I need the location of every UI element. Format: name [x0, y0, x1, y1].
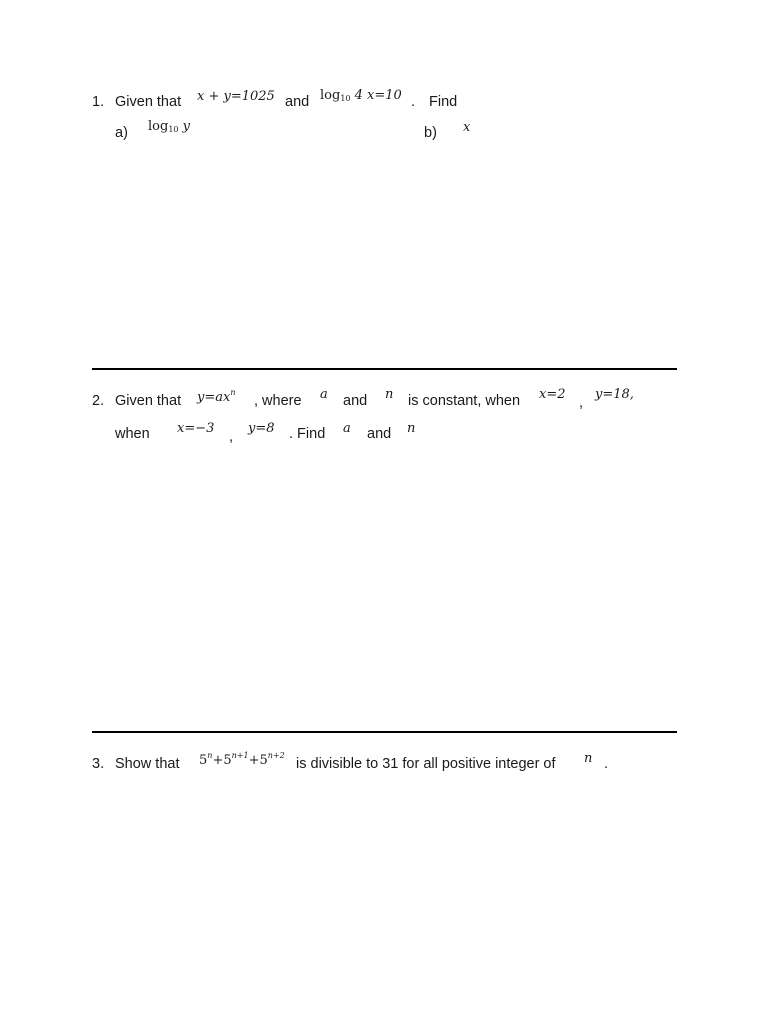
divider-2: [92, 731, 677, 733]
question-2-number: 2.: [92, 393, 105, 409]
question-1-equation-1: x + y=1025: [197, 89, 275, 104]
equation-exponent: n: [230, 388, 236, 397]
question-2-var-n: n: [385, 387, 394, 402]
question-2-y-value-2: y=8: [248, 421, 275, 436]
log-base: 10: [340, 94, 351, 103]
question-2-equation: [197, 389, 235, 404]
question-2-find: . Find: [289, 426, 326, 442]
question-3-period: .: [604, 756, 609, 772]
question-3-var-n: n: [584, 751, 593, 766]
plus-1: +: [212, 753, 224, 768]
log-label: log: [320, 88, 341, 103]
term-1-exponent: n: [207, 751, 213, 760]
question-2-var-a-2: a: [343, 421, 351, 436]
log-argument: y: [182, 119, 190, 134]
question-2-comma-2: ,: [229, 429, 234, 445]
log-argument: 4 x=10: [354, 88, 402, 103]
question-1-part-b-expression: x: [463, 120, 471, 135]
question-2-lead: Given that: [115, 393, 182, 409]
question-2-when: when: [115, 426, 150, 442]
term-3-exponent: n+2: [267, 751, 285, 760]
question-2-var-a: a: [320, 387, 328, 402]
log-base: 10: [168, 125, 179, 134]
equation-base: y=ax: [197, 390, 231, 405]
question-2-x-value-2: x=−3: [177, 421, 215, 436]
question-1-and: and: [285, 94, 310, 110]
divider-1: [92, 368, 677, 370]
question-3-statement: is divisible to 31 for all positive integer of: [296, 756, 556, 772]
question-1-equation-2: [320, 89, 402, 103]
question-3-expression: [199, 752, 285, 767]
question-1-find: Find: [429, 94, 458, 110]
question-1-part-a-label: a): [115, 125, 128, 141]
term-2-exponent: n+1: [231, 751, 249, 760]
question-2-var-n-2: n: [407, 421, 416, 436]
question-1-lead: Given that: [115, 94, 182, 110]
question-1-part-a-expression: [148, 120, 190, 134]
term-1-base: 5: [199, 753, 208, 768]
question-2-and-2: and: [367, 426, 392, 442]
term-3-base: 5: [259, 753, 268, 768]
question-2-y-value: y=18,: [595, 387, 634, 402]
question-1-part-b-label: b): [424, 125, 437, 141]
question-2-and: and: [343, 393, 368, 409]
question-2-constant-when: is constant, when: [408, 393, 521, 409]
question-2-where: , where: [254, 393, 302, 409]
term-2-base: 5: [223, 753, 232, 768]
question-3-lead: Show that: [115, 756, 180, 772]
log-label: log: [148, 119, 169, 134]
question-3-number: 3.: [92, 756, 105, 772]
question-2-x-value: x=2: [539, 387, 566, 402]
plus-2: +: [248, 753, 260, 768]
question-2-comma-1: ,: [579, 395, 584, 411]
question-1-number: 1.: [92, 94, 105, 110]
question-1-period: .: [411, 94, 416, 110]
